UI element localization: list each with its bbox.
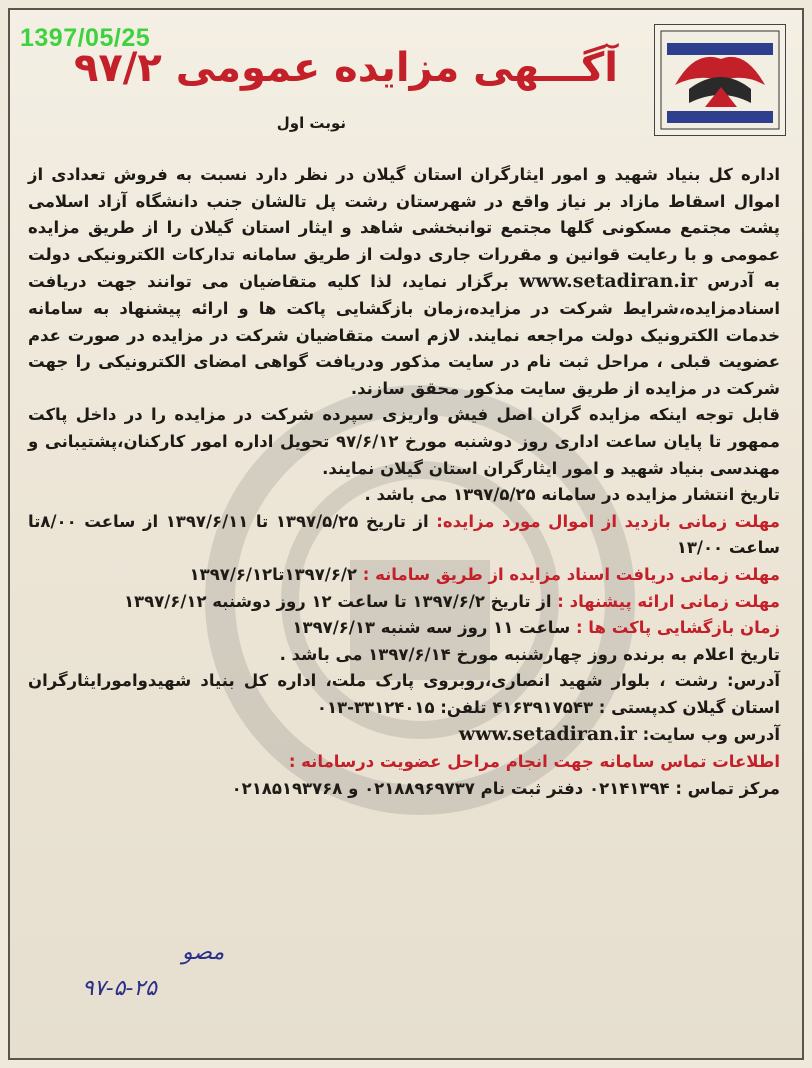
foundation-logo [654,24,786,136]
website-label: آدرس وب سایت: [642,725,780,745]
address-block: آدرس: رشت ، بلوار شهید انصاری،روبروی پارک ملت، اداره کل بنیاد شهیدوامورایثارگران استان گیلان کدپستی : ۴۱۶۳۹۱۷۵۴۳ تلفن: ۳۳۱۲۴۰۱۵-۰۱۳ [28,671,780,717]
deadline-value: از تاریخ ۱۳۹۷/۵/۲۵ تا ۱۳۹۷/۶/۱۱ از ساعت ۸/۰۰تا ساعت ۱۳/۰۰ [28,511,780,558]
paragraph-intro-start: اداره کل بنیاد شهید و امور ایثارگران استان گیلان در نظر دارد نسبت به فروش تعدادی از اموال اسقاط مازاد بر نیاز واقع در شهرستان رشت پل تالشان جنب دانشگاه آزاد اسلامی پشت مجتمع مسکونی گلها مجتمع توانبخشی شاهد و ایثار استان گیلان را از طریق مزایده عمومی و با رعایت قوانین و مقررات جاری دولت از طریق سامانه تدارکات الکترونیکی دولت به آدرس [28,165,781,292]
paragraph-intro-end: برگزار نماید، لذا کلیه متقاضیان می توانند جهت دریافت اسنادمزایده،شرایط شرکت در مزایده،زمان بازگشایی پاکت ها و ارائه پیشنهاد به سامانه خدمات الکترونیک دولت مراجعه نمایند. لازم است متقاضیان شرکت در مزایده در صورت عدم عضویت قبلی ، مراحل ثبت نام در سایت مذکور ودریافت گواهی امضای الکترونیکی را جهت شرکت در مزایده از طریق سایت مذکور محقق سازند. [28,272,780,398]
deadline-proposal [28,589,780,616]
date-stamp: 1397/05/25 [20,24,151,52]
winner-announcement: تاریخ اعلام به برنده روز چهارشنبه مورخ ۱۳۹۷/۶/۱۴ می باشد . [279,644,780,664]
deadline-label: مهلت زمانی دریافت اسناد مزایده از طریق سامانه : [362,564,780,584]
website-link[interactable]: www.setadiran.ir [458,723,637,746]
handwritten-date: ۹۷-۵-۲۵ [82,976,157,1001]
deadline-value: ساعت ۱۱ روز سه شنبه ۱۳۹۷/۶/۱۳ [292,618,571,638]
notice-subtitle: نوبت اول [276,114,346,132]
deadline-visit [28,509,780,562]
deadline-label: زمان بازگشایی پاکت ها : [575,618,780,638]
contact-title: اطلاعات تماس سامانه جهت انجام مراحل عضویت درسامانه : [288,752,780,772]
handwritten-word: مصو [182,940,225,965]
notice-title: آگـــهی مزایده عمومی ۹۷/۲ [73,45,619,91]
deadline-value: از تاریخ ۱۳۹۷/۶/۲ تا ساعت ۱۲ روز دوشنبه ۱۳۹۷/۶/۱۲ [123,591,552,611]
deadline-value: ۱۳۹۷/۶/۲تا۱۳۹۷/۶/۱۲ [189,564,357,584]
newspaper-clipping [8,8,804,1060]
foundation-logo-graphic [655,25,785,135]
paragraph-intro [28,162,780,402]
deadline-opening [28,615,780,642]
deadline-label: مهلت زمانی ارائه پیشنهاد : [557,591,780,611]
deadline-label: مهلت زمانی بازدید از اموال مورد مزایده: [436,511,780,531]
deadline-documents [28,562,780,589]
paragraph-publish-date: تاریخ انتشار مزایده در سامانه ۱۳۹۷/۵/۲۵ می باشد . [364,485,780,505]
paragraph-deposit: قابل توجه اینکه مزایده گران اصل فیش واریزی سپرده شرکت در مزایده را در داخل پاکت ممهور تا پایان ساعت اداری روز دوشنبه مورخ ۹۷/۶/۱۲ تحویل اداره امور کارکنان،پشتیبانی و مهندسی بنیاد شهید و امور ایثارگران استان گیلان نمایند. [28,405,781,478]
website-line [28,721,780,749]
contact-numbers: مرکز تماس : ۰۲۱۴۱۳۹۴ دفتر ثبت نام ۰۲۱۸۸۹۶۹۷۳۷ و ۰۲۱۸۵۱۹۳۷۶۸ [231,778,780,798]
setadiran-link[interactable]: www.setadiran.ir [519,270,698,293]
handwritten-note [72,935,242,1005]
notice-body [28,162,780,802]
